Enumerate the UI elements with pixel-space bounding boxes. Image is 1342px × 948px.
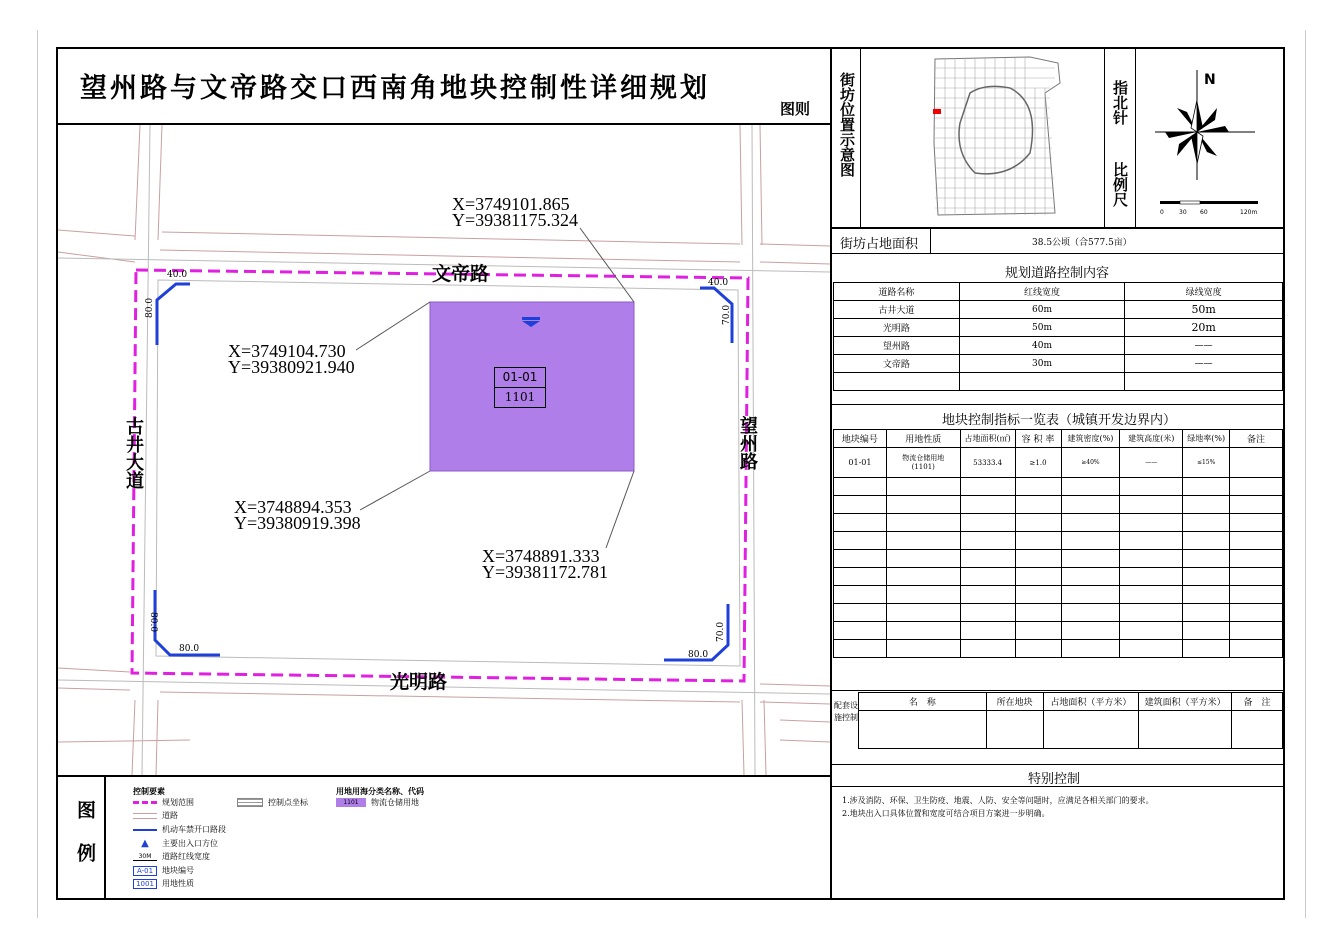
rc-r3c2: ——: [1125, 355, 1283, 373]
ind-h4: 建筑密度(%): [1061, 430, 1120, 448]
legend-road: [133, 810, 178, 821]
facilities-top-line: [832, 690, 1285, 691]
rc-r1c0: 光明路: [834, 319, 960, 337]
redline-swatch: 30M: [133, 853, 157, 861]
legend-parcel-code-label: 地块编号: [162, 866, 194, 875]
table-row: [834, 448, 1283, 478]
entrance-icon: ▲: [141, 838, 149, 849]
dim-ne-h: 40.0: [708, 278, 729, 288]
ind-c0: 01-01: [834, 448, 887, 478]
page-guide-right: [1305, 30, 1306, 918]
scale-tick-0: 0: [1160, 209, 1164, 216]
north-arrow-label: 指北针: [1111, 80, 1129, 125]
ind-c1: 物流仓储用地 (1101): [886, 448, 960, 478]
facilities-table: [858, 692, 1283, 749]
ind-h5: 建筑高度(米): [1120, 430, 1183, 448]
road-control-title: 规划道路控制内容: [1005, 266, 1110, 281]
sheet-label: 图则: [780, 100, 811, 118]
ind-c2: 53333.4: [960, 448, 1015, 478]
table-row: [834, 514, 1283, 532]
compass-divider-2: [1135, 47, 1136, 227]
legend-divider: [56, 775, 832, 777]
fac-h1: 所在地块: [986, 693, 1043, 711]
legend-landuse-name: 物流仓储用地: [371, 798, 419, 807]
indicators-table: [833, 429, 1283, 658]
fac-h0: 名 称: [859, 693, 987, 711]
ind-c7: [1230, 448, 1283, 478]
landuse-code-swatch: 1001: [133, 879, 157, 889]
table-row: [834, 355, 1283, 373]
coord-sw-y: Y=39380919.398: [234, 513, 361, 533]
table-row: [834, 622, 1283, 640]
indicators-top-line: [832, 404, 1285, 405]
coord-ne: [452, 196, 578, 228]
road-label-north: 文帝路: [432, 263, 490, 285]
ind-c4: ≥40%: [1061, 448, 1120, 478]
legend-no-entry: [133, 824, 226, 835]
location-marker: [933, 109, 941, 114]
dim-sw-v: 80.0: [148, 612, 158, 633]
dim-nw-v: 80.0: [145, 297, 155, 318]
area-top-line: [832, 227, 1285, 229]
rc-h1: 红线宽度: [959, 283, 1125, 301]
table-row: [834, 550, 1283, 568]
ind-h7: 备注: [1230, 430, 1283, 448]
rc-h0: 道路名称: [834, 283, 960, 301]
area-value: 38.5公顷（合577.5亩）: [1032, 238, 1132, 248]
coord-ne-x: X=3749101.865: [452, 194, 570, 214]
rc-r2c0: 望州路: [834, 337, 960, 355]
legend-road-label: 道路: [162, 811, 178, 820]
parcel-code: 01-01: [495, 368, 545, 388]
rc-r0c1: 60m: [959, 301, 1125, 319]
special-top-line: [832, 764, 1285, 765]
coord-se-x: X=3748891.333: [482, 546, 600, 566]
compass-divider: [1104, 47, 1105, 227]
scale-tick-60: 60: [1200, 209, 1208, 216]
scale-bar: [1160, 198, 1260, 208]
dim-se-h: 80.0: [688, 650, 709, 660]
legend-boundary-label: 规划范围: [162, 798, 194, 807]
dim-se-v: 70.0: [716, 621, 726, 642]
ind-h1: 用地性质: [886, 430, 960, 448]
road-control-header: [834, 283, 1283, 301]
legend-control-point: [237, 797, 308, 808]
dim-nw-h: 40.0: [167, 270, 188, 280]
table-row: [834, 604, 1283, 622]
landuse-swatch: 1101: [336, 798, 366, 807]
area-label: 街坊占地面积: [840, 237, 919, 252]
legend-parcel-code: [133, 865, 194, 876]
legend-control-title: 控制要素: [133, 787, 165, 796]
table-row: [834, 496, 1283, 514]
coord-nw-x: X=3749104.730: [228, 341, 346, 361]
facilities-side-cell: 配套设施控制: [834, 701, 858, 722]
facilities-header: [859, 693, 1283, 711]
legend-entrance-label: 主要出入口方位: [162, 839, 218, 848]
coord-sw-x: X=3748894.353: [234, 497, 352, 517]
table-row: [834, 319, 1283, 337]
rc-r0c2: 50m: [1125, 301, 1283, 319]
rc-r1c2: 20m: [1125, 319, 1283, 337]
legend-entrance: [133, 838, 218, 849]
location-map-label: 街坊位置示意图: [838, 72, 856, 177]
road-label-west: 古井大道: [123, 417, 144, 489]
legend-landuse-code: [133, 878, 194, 889]
control-point-swatch: [237, 798, 263, 807]
legend-landuse-item: [336, 797, 419, 808]
rc-r1c1: 50m: [959, 319, 1125, 337]
fac-h3: 建筑面积（平方米）: [1139, 693, 1232, 711]
ind-h6: 绿地率(%): [1183, 430, 1230, 448]
ind-h3: 容 积 率: [1015, 430, 1061, 448]
parcel-landuse: 1101: [504, 390, 536, 404]
table-row: [834, 478, 1283, 496]
parcel-code-swatch: A-01: [133, 866, 157, 876]
special-line-2: 2.地块出入口具体位置和宽度可结合项目方案进一步明确。: [842, 809, 1050, 818]
special-line-1: 1.涉及消防、环保、卫生防疫、地震、人防、安全等问题时，应满足各相关部门的要求。: [842, 796, 1154, 805]
coord-nw: [228, 343, 355, 375]
table-row: [834, 373, 1283, 391]
coord-nw-y: Y=39380921.940: [228, 357, 355, 377]
scale-tick-120: 120m: [1240, 209, 1258, 216]
area-cell-divider: [930, 227, 931, 253]
coord-se-y: Y=39381172.781: [482, 562, 608, 582]
legend-boundary: [133, 797, 194, 808]
page-title: 望州路与文帝路交口西南角地块控制性详细规划: [80, 73, 710, 104]
road-label-south: 光明路: [390, 671, 448, 693]
rc-r2c2: ——: [1125, 337, 1283, 355]
vertical-divider: [830, 47, 832, 900]
rc-r2c1: 40m: [959, 337, 1125, 355]
rc-r3c1: 30m: [959, 355, 1125, 373]
legend-redline: [133, 851, 210, 862]
road-swatch: [133, 813, 157, 819]
table-row: [834, 568, 1283, 586]
table-row: [859, 711, 1283, 749]
ind-c6: ≤15%: [1183, 448, 1230, 478]
legend-side-divider: [104, 777, 106, 899]
table-row: [834, 532, 1283, 550]
rc-r3c0: 文帝路: [834, 355, 960, 373]
dim-ne-v: 70.0: [722, 304, 732, 325]
page-guide-left: [37, 30, 38, 918]
boundary-swatch: [133, 801, 157, 804]
fac-h2: 占地面积（平方米）: [1043, 693, 1139, 711]
table-row: [834, 337, 1283, 355]
legend-redline-label: 道路红线宽度: [162, 852, 210, 861]
legend-control-point-label: 控制点坐标: [268, 798, 308, 807]
ind-h2: 占地面积(㎡): [960, 430, 1015, 448]
special-title: 特别控制: [1028, 772, 1081, 787]
road-control-table: [833, 282, 1283, 391]
ind-h0: 地块编号: [834, 430, 887, 448]
scale-label: 比例尺: [1111, 162, 1129, 207]
rc-h2: 绿线宽度: [1125, 283, 1283, 301]
indicators-title: 地块控制指标一览表（城镇开发边界内）: [942, 413, 1177, 428]
road-label-east: 望州路: [737, 416, 758, 470]
dim-sw-h: 80.0: [179, 644, 200, 654]
coord-ne-y: Y=39381175.324: [452, 210, 578, 230]
legend-label: 图例: [74, 800, 96, 886]
coord-sw: [234, 499, 361, 531]
no-entry-swatch: [133, 829, 157, 831]
coord-se: [482, 548, 608, 580]
fac-h4: 备 注: [1232, 693, 1283, 711]
indicators-header: [834, 430, 1283, 448]
legend-landuse-title: 用地用海分类名称、代码: [336, 787, 424, 796]
table-row: [834, 301, 1283, 319]
ind-c5: ——: [1120, 448, 1183, 478]
location-map-divider: [860, 47, 861, 227]
legend-no-entry-label: 机动车禁开口路段: [162, 825, 226, 834]
rc-r0c0: 古井大道: [834, 301, 960, 319]
table-row: [834, 640, 1283, 658]
table-row: [834, 586, 1283, 604]
ind-c3: ≥1.0: [1015, 448, 1061, 478]
north-n: N: [1204, 72, 1216, 88]
area-bottom-line: [832, 253, 1285, 254]
parcel-label: [494, 367, 546, 408]
location-map: [930, 53, 1062, 218]
legend-landuse-code-label: 用地性质: [162, 879, 194, 888]
scale-tick-30: 30: [1179, 209, 1187, 216]
